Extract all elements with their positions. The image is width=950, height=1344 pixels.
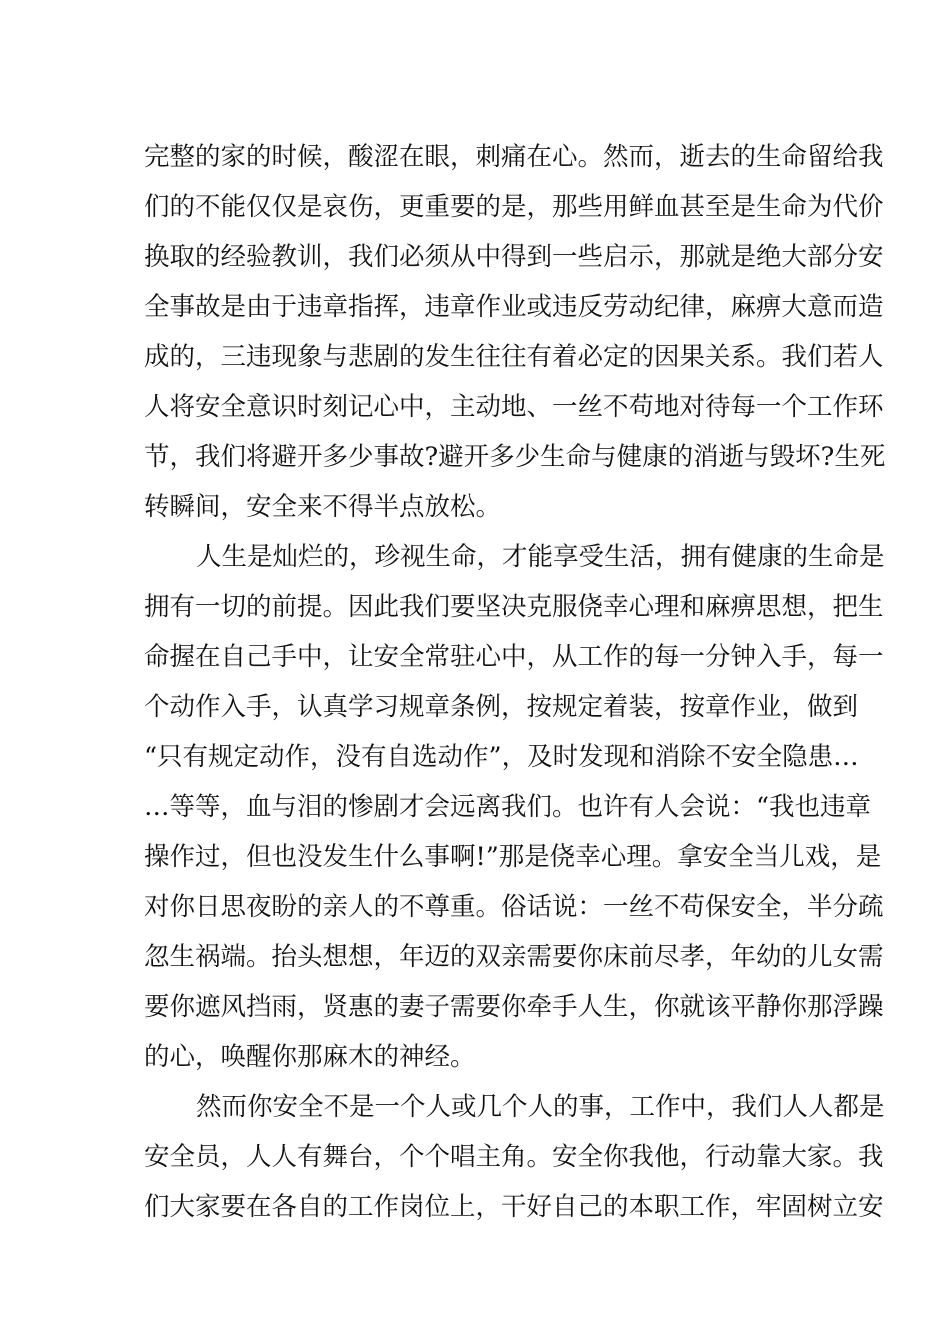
text-line: 个动作入手，认真学习规章条例，按规定着装，按章作业，做到: [144, 692, 859, 722]
text-line: “只有规定动作，没有自选动作”，及时发现和消除不安全隐患…: [144, 742, 859, 772]
text-line: 们大家要在各自的工作岗位上，干好自己的本职工作，牢固树立安: [144, 1192, 884, 1222]
text-line: 人将安全意识时刻记心中，主动地、一丝不苟地对待每一个工作环: [144, 392, 884, 422]
text-line: 要你遮风挡雨，贤惠的妻子需要你牵手人生，你就该平静你那浮躁: [144, 992, 884, 1022]
text-line: 忽生祸端。抬头想想，年迈的双亲需要你床前尽孝，年幼的儿女需: [144, 942, 884, 972]
text-line: 安全员，人人有舞台，个个唱主角。安全你我他，行动靠大家。我: [144, 1142, 884, 1172]
text-line: 节，我们将避开多少事故?避开多少生命与健康的消逝与毁坏?生死: [144, 442, 886, 472]
text-line: 完整的家的时候，酸涩在眼，刺痛在心。然而，逝去的生命留给我: [144, 142, 884, 172]
text-line: 操作过，但也没发生什么事啊!”那是侥幸心理。拿安全当儿戏，是: [144, 842, 882, 872]
text-line: 换取的经验教训，我们必须从中得到一些启示，那就是绝大部分安: [144, 242, 884, 272]
text-line: …等等，血与泪的惨剧才会远离我们。也许有人会说：“我也违章: [144, 792, 872, 822]
text-line: 转瞬间，安全来不得半点放松。: [144, 492, 502, 522]
paragraph-first-line: 人生是灿烂的，珍视生命，才能享受生活，拥有健康的生命是: [196, 542, 885, 572]
text-line: 命握在自己手中，让安全常驻心中，从工作的每一分钟入手，每一: [144, 642, 884, 672]
text-line: 拥有一切的前提。因此我们要坚决克服侥幸心理和麻痹思想，把生: [144, 592, 884, 622]
text-line: 对你日思夜盼的亲人的不尊重。俗话说：一丝不苟保安全，半分疏: [144, 892, 884, 922]
text-line: 们的不能仅仅是哀伤，更重要的是，那些用鲜血甚至是生命为代价: [144, 192, 884, 222]
text-line: 成的，三违现象与悲剧的发生往往有着必定的因果关系。我们若人: [144, 342, 884, 372]
paragraph-first-line: 然而你安全不是一个人或几个人的事，工作中，我们人人都是: [196, 1092, 885, 1122]
body-text: [144, 132, 886, 1232]
text-line: 的心，唤醒你那麻木的神经。: [144, 1042, 476, 1072]
text-line: 全事故是由于违章指挥，违章作业或违反劳动纪律，麻痹大意而造: [144, 292, 884, 322]
